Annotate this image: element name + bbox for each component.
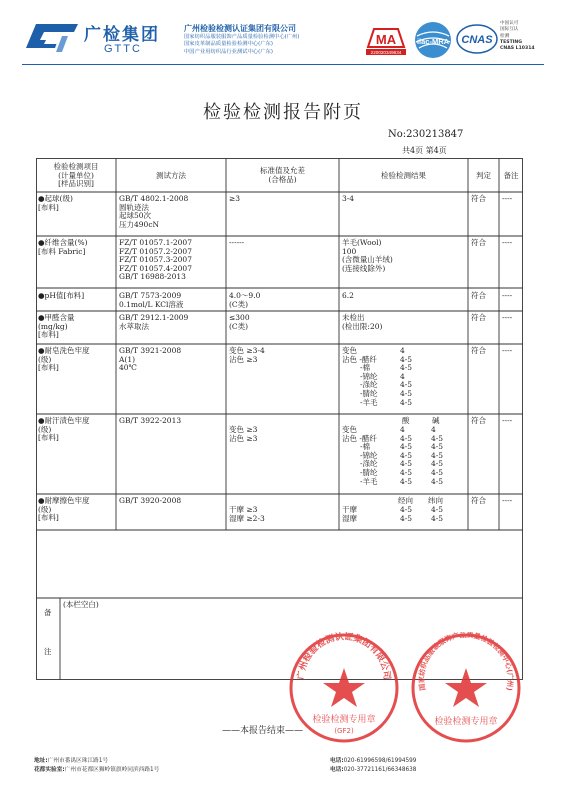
item-line: ●纤维含量(%) <box>38 238 88 247</box>
cnas-number: CNAS L10314 <box>500 46 535 52</box>
row-result: 3-4 <box>342 194 355 203</box>
row-result-warp-values <box>400 506 412 523</box>
method-line: A(1) <box>119 354 136 364</box>
result-value: 4-5 <box>400 459 413 469</box>
row-item <box>38 347 90 373</box>
row-result-labels <box>342 506 357 523</box>
footer-phones <box>330 757 416 776</box>
result-value: 4-5 <box>400 467 413 477</box>
result-value: 4-5 <box>400 363 413 373</box>
row-result <box>342 239 393 273</box>
cnas-line: 中国认可 <box>500 21 519 26</box>
header-method: 测试方法 <box>156 171 186 180</box>
report-end-text: ——本报告结束—— <box>222 726 304 736</box>
address-label: 地址: <box>34 758 48 764</box>
result-value: 4-5 <box>431 467 444 477</box>
result-label: -锦纶 <box>360 371 378 381</box>
standard-line: (C类) <box>229 299 249 309</box>
page-info: 共4页 第4页 <box>402 146 447 155</box>
method-line: 起球50次 <box>119 211 152 221</box>
address-value: 广州市番禺区珠江路1号 <box>47 758 109 764</box>
row-verdict: 符合 <box>471 238 486 247</box>
result-value: 4-5 <box>431 505 444 514</box>
method-line: 0.1mol/L KCl溶液 <box>119 299 184 309</box>
row-standard <box>229 292 260 309</box>
star-icon <box>445 668 487 707</box>
row-verdict: 符合 <box>471 291 486 300</box>
item-line: ●甲醛含量 <box>38 313 75 322</box>
item-line: (级) <box>38 354 52 364</box>
ma-certification-logo <box>364 25 408 57</box>
document-title: 检验检测报告附页 <box>203 102 363 123</box>
header-result: 检验检测结果 <box>381 171 426 180</box>
result-label: -棉 <box>360 363 371 373</box>
notes-label-bottom: 注 <box>44 647 52 656</box>
result-value: 4 <box>400 346 405 355</box>
row-standard <box>229 347 265 364</box>
stamp-code: (GF2) <box>334 727 354 735</box>
result-label: -羊毛 <box>360 397 378 407</box>
result-value: 4-5 <box>400 433 413 443</box>
row-item <box>38 314 75 340</box>
row-verdict: 符合 <box>471 496 486 505</box>
item-line: ●耐摩擦色牢度 <box>38 496 90 505</box>
result-label: 变色 <box>342 346 357 355</box>
notes-label-top: 备 <box>44 608 52 617</box>
standard-line: 沾色 ≥3 <box>229 433 258 443</box>
gttc-logo-icon <box>22 18 80 56</box>
ma-number: 220020349634 <box>370 50 402 55</box>
row-standard <box>229 426 257 443</box>
result-line: (检出限:20) <box>342 321 383 331</box>
method-line: FZ/T 01057.3-2007 <box>119 255 192 265</box>
notes-text: (本栏空白) <box>63 600 99 609</box>
method-line: 圆轨迹法 <box>119 202 149 212</box>
result-label: -涤纶 <box>360 459 378 469</box>
result-value: 4-5 <box>400 450 413 460</box>
item-line: (mg/kg) <box>38 321 68 331</box>
stamp-center-text: 检验检测专用章 <box>434 717 498 727</box>
item-line: (级) <box>38 424 52 434</box>
method-line: GB/T 4802.1-2008 <box>119 194 189 203</box>
center-seal-stamp <box>410 632 522 744</box>
row-remark: ---- <box>502 238 513 247</box>
standard-line: 变色 ≥3-4 <box>229 346 265 355</box>
organization-line: 中国产业用纺织品行业测试中心(广东) <box>184 48 273 55</box>
item-line: [布料] <box>38 433 59 443</box>
method-line: FZ/T 01057.2-2007 <box>119 246 192 256</box>
item-line: [布料] <box>38 202 59 212</box>
row-remark: ---- <box>502 496 513 505</box>
row-result-alkali-values <box>431 426 443 486</box>
result-label: 湿摩 <box>342 513 357 523</box>
phone-label: 电话: <box>330 758 344 764</box>
company-seal-stamp <box>288 632 400 744</box>
result-value: 4-5 <box>431 476 444 486</box>
cnas-accreditation-text <box>500 21 560 52</box>
result-value: 4-5 <box>431 442 444 452</box>
row-remark: ---- <box>502 416 513 425</box>
standard-line: (C类) <box>229 321 249 331</box>
method-line: 水萃取法 <box>119 321 149 331</box>
footer-addresses <box>34 757 159 776</box>
row-verdict: 符合 <box>471 416 486 425</box>
item-line: [布料] <box>38 330 59 340</box>
standard-line: 4.0～9.0 <box>229 291 261 300</box>
row-standard <box>229 506 265 523</box>
row-method <box>119 239 192 282</box>
phone-value: 020-61996598/61994599 <box>343 758 417 764</box>
inspection-results-table <box>36 158 523 680</box>
result-line: 羊毛(Wool) <box>342 238 382 247</box>
header-item-line: [样品识别] <box>58 179 94 189</box>
result-value: 4-5 <box>400 354 413 364</box>
result-value: 4 <box>431 425 436 434</box>
header-remark: 备注 <box>503 171 519 180</box>
row-remark: ---- <box>502 291 513 300</box>
method-line: 40℃ <box>119 363 137 373</box>
item-line: (级) <box>38 504 52 514</box>
stamp-ring-text: 国家纺织品服装服饰产品质量检验检测中心(广州) <box>417 632 515 692</box>
row-verdict: 符合 <box>471 313 486 322</box>
row-result <box>342 314 382 331</box>
result-value: 4 <box>400 425 405 434</box>
row-method: GB/T 3920-2008 <box>119 496 182 505</box>
stamp-ring-text: 广州检验检测认证集团有限公司 <box>296 632 392 681</box>
item-line: ●耐皂洗色牢度 <box>38 346 90 355</box>
result-line: (连接线除外) <box>342 263 386 273</box>
organization-line: 国家纺织品服装服饰产品质量检验检测中心(广州) <box>184 34 300 40</box>
north-address-label: 花都实验室: <box>34 767 65 774</box>
item-line: [布料] <box>38 513 59 523</box>
method-line: 压力490cN <box>119 219 160 229</box>
result-value: 4-5 <box>400 380 413 390</box>
result-label: -涤纶 <box>360 380 378 390</box>
header-standard <box>226 167 339 184</box>
table-grid <box>36 158 523 680</box>
result-value: 4-5 <box>400 505 413 514</box>
row-method: GB/T 3922-2013 <box>119 416 182 425</box>
result-value: 4-5 <box>431 450 444 460</box>
brand-name-cn: 广检集团 <box>84 25 160 45</box>
row-standard: ≥3 <box>229 194 241 203</box>
result-label: 沾色 -醋纤 <box>342 354 377 364</box>
result-col-header-alkali: 碱 <box>432 416 440 425</box>
item-line: ●起球(级) <box>38 194 73 203</box>
row-result: 6.2 <box>342 291 354 300</box>
result-value: 4-5 <box>400 476 413 486</box>
row-method <box>119 292 183 309</box>
row-method <box>119 347 181 373</box>
result-value: 4 <box>400 371 405 381</box>
result-label: 沾色 -醋纤 <box>342 433 377 443</box>
header-divider <box>22 64 544 65</box>
organization-main: 广州检验检测认证集团有限公司 <box>184 24 296 33</box>
result-label: 干摩 <box>342 505 357 514</box>
row-remark: ---- <box>502 346 513 355</box>
header-item <box>36 163 116 189</box>
phone2-label: 电话: <box>330 767 344 774</box>
row-verdict: 符合 <box>471 346 486 355</box>
row-result-weft-values <box>431 506 443 523</box>
standard-line: 干摩 ≥3 <box>229 505 258 514</box>
result-value: 4-5 <box>431 513 444 523</box>
row-verdict: 符合 <box>471 194 486 203</box>
method-line: GB/T 3921-2008 <box>119 346 182 355</box>
header-verdict: 判定 <box>476 171 491 180</box>
row-standard <box>229 314 250 331</box>
result-label: -羊毛 <box>360 476 378 486</box>
result-label: -腈纶 <box>360 388 378 398</box>
standard-line: 沾色 ≥3 <box>229 354 258 364</box>
row-item <box>38 195 73 212</box>
result-value: 4-5 <box>400 442 413 452</box>
item-line: [布料 Fabric] <box>38 246 86 256</box>
row-item: ●pH值[布料] <box>38 291 85 300</box>
row-item <box>38 417 90 443</box>
header-item-line: (计量单位) <box>58 170 94 180</box>
ma-logo-text: MA <box>375 32 397 47</box>
row-remark: ---- <box>502 313 513 322</box>
north-address-value: 广州市花都区狮岭镇旗岭同滨西路1号 <box>64 767 160 774</box>
brand-name-en: GTTC <box>104 43 142 55</box>
result-value: 4-5 <box>400 513 413 523</box>
method-line: FZ/T 01057.4-2007 <box>119 263 192 273</box>
ilac-logo-text: ilac-MRA <box>416 37 450 46</box>
result-col-header-weft: 纬向 <box>428 496 443 505</box>
result-value: 4-5 <box>400 388 413 398</box>
cnas-logo-text: CNAS <box>461 34 493 46</box>
result-line: 未检出 <box>342 313 365 322</box>
result-label: -棉 <box>360 442 371 452</box>
row-remark: ---- <box>502 194 513 203</box>
organization-block <box>184 23 354 56</box>
method-line: GB/T 7573-2009 <box>119 291 182 300</box>
row-method <box>119 314 188 331</box>
standard-line: 变色 ≥3 <box>229 425 258 434</box>
row-item <box>38 239 88 256</box>
report-number: No:230213847 <box>388 129 464 140</box>
result-value: 4-5 <box>431 433 444 443</box>
header-standard-line: 标准值及允差 <box>260 166 305 175</box>
cnas-line: 国际互认 <box>500 27 519 33</box>
item-line: [布料] <box>38 363 59 373</box>
ilac-mra-logo <box>413 20 453 60</box>
item-line: ●耐汗渍色牢度 <box>38 416 90 425</box>
result-label: -腈纶 <box>360 467 378 477</box>
method-line: GB/T 16988-2013 <box>119 272 186 282</box>
result-label: 变色 <box>342 425 357 434</box>
cnas-logo <box>456 23 498 55</box>
result-line: 100 <box>342 246 357 256</box>
result-col-header-acid: 酸 <box>402 416 410 425</box>
row-result-labels <box>342 426 378 486</box>
row-result-acid-values <box>400 426 412 486</box>
row-result-labels <box>342 347 378 407</box>
phone2-value: 020-37721161/66348638 <box>343 767 417 774</box>
row-method <box>119 195 188 229</box>
row-result-values <box>400 347 412 407</box>
result-col-header-warp: 经向 <box>398 496 413 505</box>
star-icon <box>323 668 365 707</box>
standard-line: ≤300 <box>229 313 250 322</box>
result-label: -锦纶 <box>360 450 378 460</box>
row-standard: ------ <box>229 238 245 247</box>
standard-line: 湿摩 ≥2-3 <box>229 513 265 523</box>
method-line: GB/T 2912.1-2009 <box>119 313 189 322</box>
header-standard-line: (合格品) <box>268 174 297 184</box>
header-item-line: 检验检测项目 <box>53 162 99 171</box>
stamp-center-text: 检验检测专用章 <box>312 715 376 725</box>
cnas-testing: TESTING <box>500 39 523 45</box>
row-item <box>38 497 90 523</box>
method-line: FZ/T 01057.1-2007 <box>119 238 192 247</box>
result-line: (含微量山羊绒) <box>342 255 393 265</box>
organization-line: 国家皮革制品质量检验检测中心(广东) <box>184 41 273 48</box>
cnas-line: 检测 <box>500 33 510 39</box>
result-value: 4-5 <box>431 459 444 469</box>
result-value: 4-5 <box>400 397 413 407</box>
